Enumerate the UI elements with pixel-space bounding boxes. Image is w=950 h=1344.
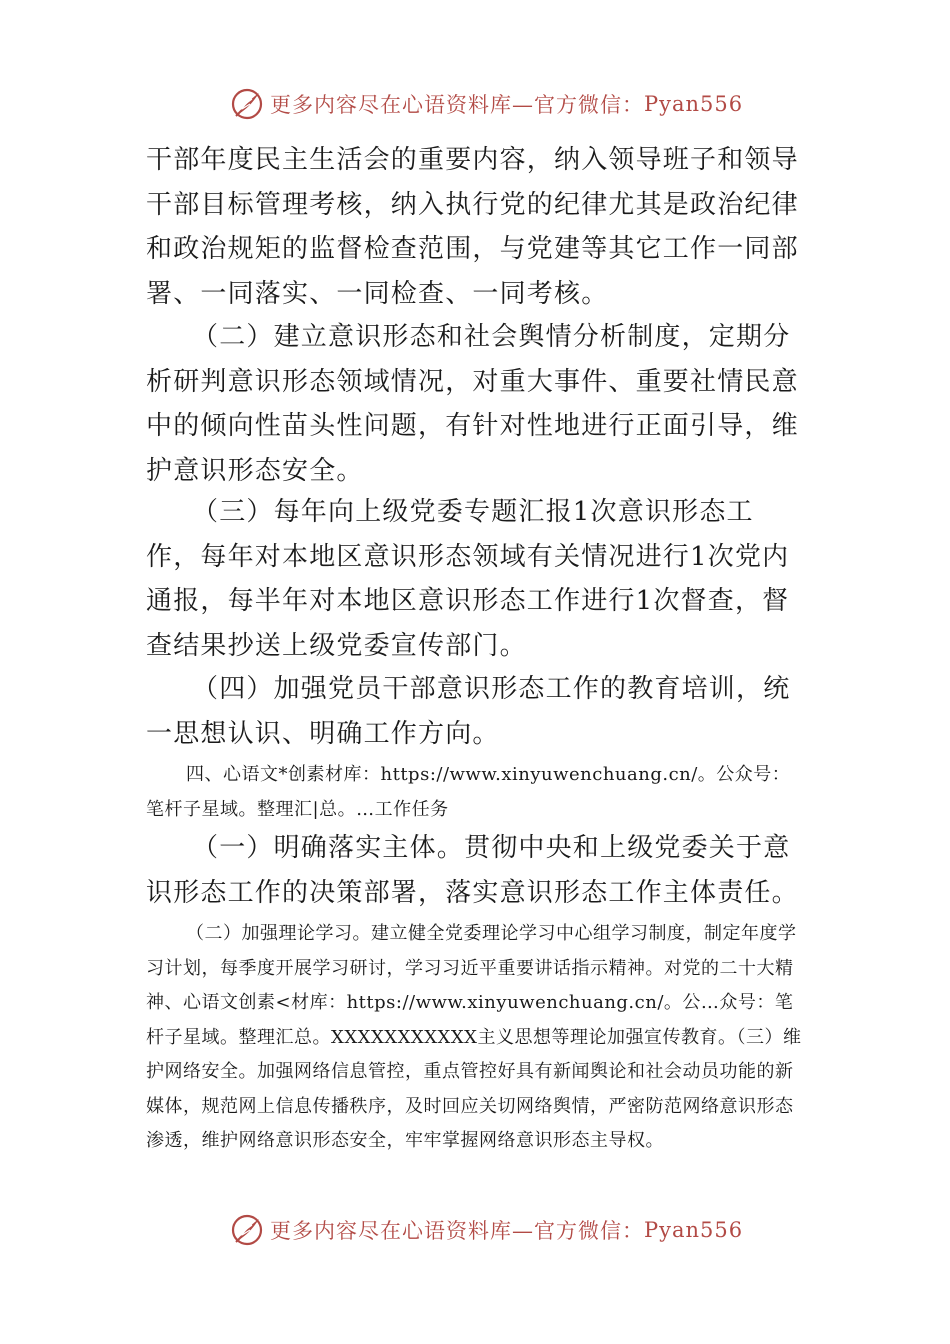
pen-feather-icon [230,1213,264,1247]
paragraph-item-3: （三）每年向上级党委专题汇报1次意识形态工作，每年对本地区意识形态领域有关情况进行1次党内通报，每半年对本地区意识形态工作进行1次督查，督查结果抄送上级党委宣传部门。 [146,497,790,661]
paragraph-item-2: （二）建立意识形态和社会舆情分析制度，定期分析研判意识形态领域情况，对重大事件、重要社情民意中的倾向性苗头性问题，有针对性地进行正面引导，维护意识形态安全。 [146,322,799,486]
pen-feather-icon [230,87,264,121]
paragraph-task-1: （一）明确落实主体。贯彻中央和上级党委关于意识形态工作的决策部署，落实意识形态工作主体责任。 [146,833,799,908]
paragraph-task-2: （二）加强理论学习。建立健全党委理论学习中心组学习制度，制定年度学习计划，每季度开展学习研讨，学习习近平重要讲话指示精神。对党的二十大精神、心语文创素<材库：https://www.xinyuwenchuang.cn/。公…众号：笔杆子星域。整理汇总。XXXXXXXXXXX主义思想等理论加强宣传教育。（三）维护网络安全。加强网络信息管控，重点管控好具有新闻舆论和社会动员功能的新媒体，规范网上信息传播秩序，及时回应关切网络舆情，严密防范网络意识形态渗透，维护网络意识形态安全，牢牢掌握网络意识形态主导权。 [146,923,802,1151]
banner-text: 更多内容尽在心语资料库—官方微信： [270,1219,644,1243]
header-banner [0,82,950,126]
paragraph-item-4: （四）加强党员干部意识形态工作的教育培训，统一思想认识、明确工作方向。 [146,674,791,749]
banner-handle: Pyan556 [644,1218,744,1242]
banner-handle: Pyan556 [644,92,744,116]
footer-banner [0,1208,950,1252]
banner-text: 更多内容尽在心语资料库—官方微信： [270,93,644,117]
paragraph-continuation: 干部年度民主生活会的重要内容，纳入领导班子和领导干部目标管理考核，纳入执行党的纪律尤其是政治纪律和政治规矩的监督检查范围，与党建等其它工作一同部署、一同落实、一同检查、一同考核。 [146,145,799,309]
section-heading-4: 四、心语文*创素材库：https://www.xinyuwenchuang.cn/。公众号：笔杆子星域。整理汇|总。…工作任务 [146,764,791,820]
